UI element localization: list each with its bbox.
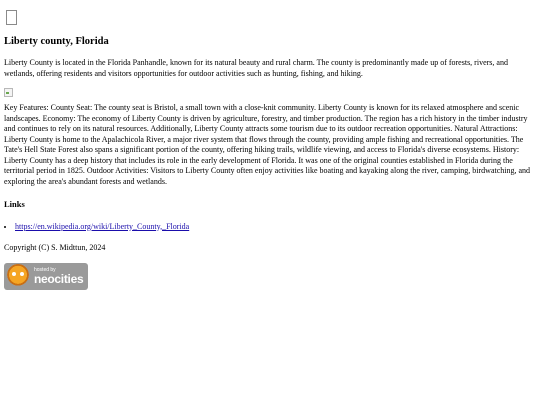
badge-small-text: hosted by (34, 267, 56, 273)
links-list (4, 222, 536, 233)
intro-paragraph: Liberty County is located in the Florida Panhandle, known for its natural beauty and rural charm. The county is predominantly made up of forests, rivers, and wetlands, offering residents and visitors opportunities for outdoor activities such as hunting, fishing, and hiking. (4, 58, 508, 78)
details-paragraph: Key Features: County Seat: The county seat is Bristol, a small town with a close-knit community. Liberty County is known for its relaxed atmosphere and scenic landscapes. Economy: The economy of Liberty County is driven by agriculture, forestry, and timber production. The region has a rich history in the timber industry and continues to rely on its natural resources. Additionally, Liberty County attracts some tourism due to its outdoor recreation opportunities. Natural Attractions: Liberty County is home to the Apalachicola River, a major river system that flows through the county, providing ample fishing and recreational opportunities. The Tate's Hell State Forest also spans a significant portion of the county, offering hiking trails, wildlife viewing, and access to Florida's diverse ecosystems. History: Liberty County has a deep history that includes its role in the early development of Florida. It was one of the original counties established in Florida during the territorial period in 1825. Outdoor Activities: Visitors to Liberty County often enjoy activities like boating and kayaking along the river, camping, birdwatching, and exploring the area's abundant forests and wetlands. (4, 103, 531, 186)
neocities-badge-text (34, 267, 83, 285)
page-title: Liberty county, Florida (4, 36, 109, 47)
neocities-cat-icon (6, 264, 30, 288)
copyright-text: Copyright (C) S. Midttun, 2024 (4, 243, 106, 252)
list-item (15, 222, 536, 233)
neocities-badge[interactable] (4, 263, 88, 290)
header-image-placeholder (6, 10, 17, 25)
links-heading: Links (4, 199, 25, 209)
wikipedia-link[interactable]: https://en.wikipedia.org/wiki/Liberty_County,_Florida (15, 221, 190, 231)
broken-image-icon (4, 88, 13, 97)
badge-big-text: neocities (34, 272, 84, 286)
